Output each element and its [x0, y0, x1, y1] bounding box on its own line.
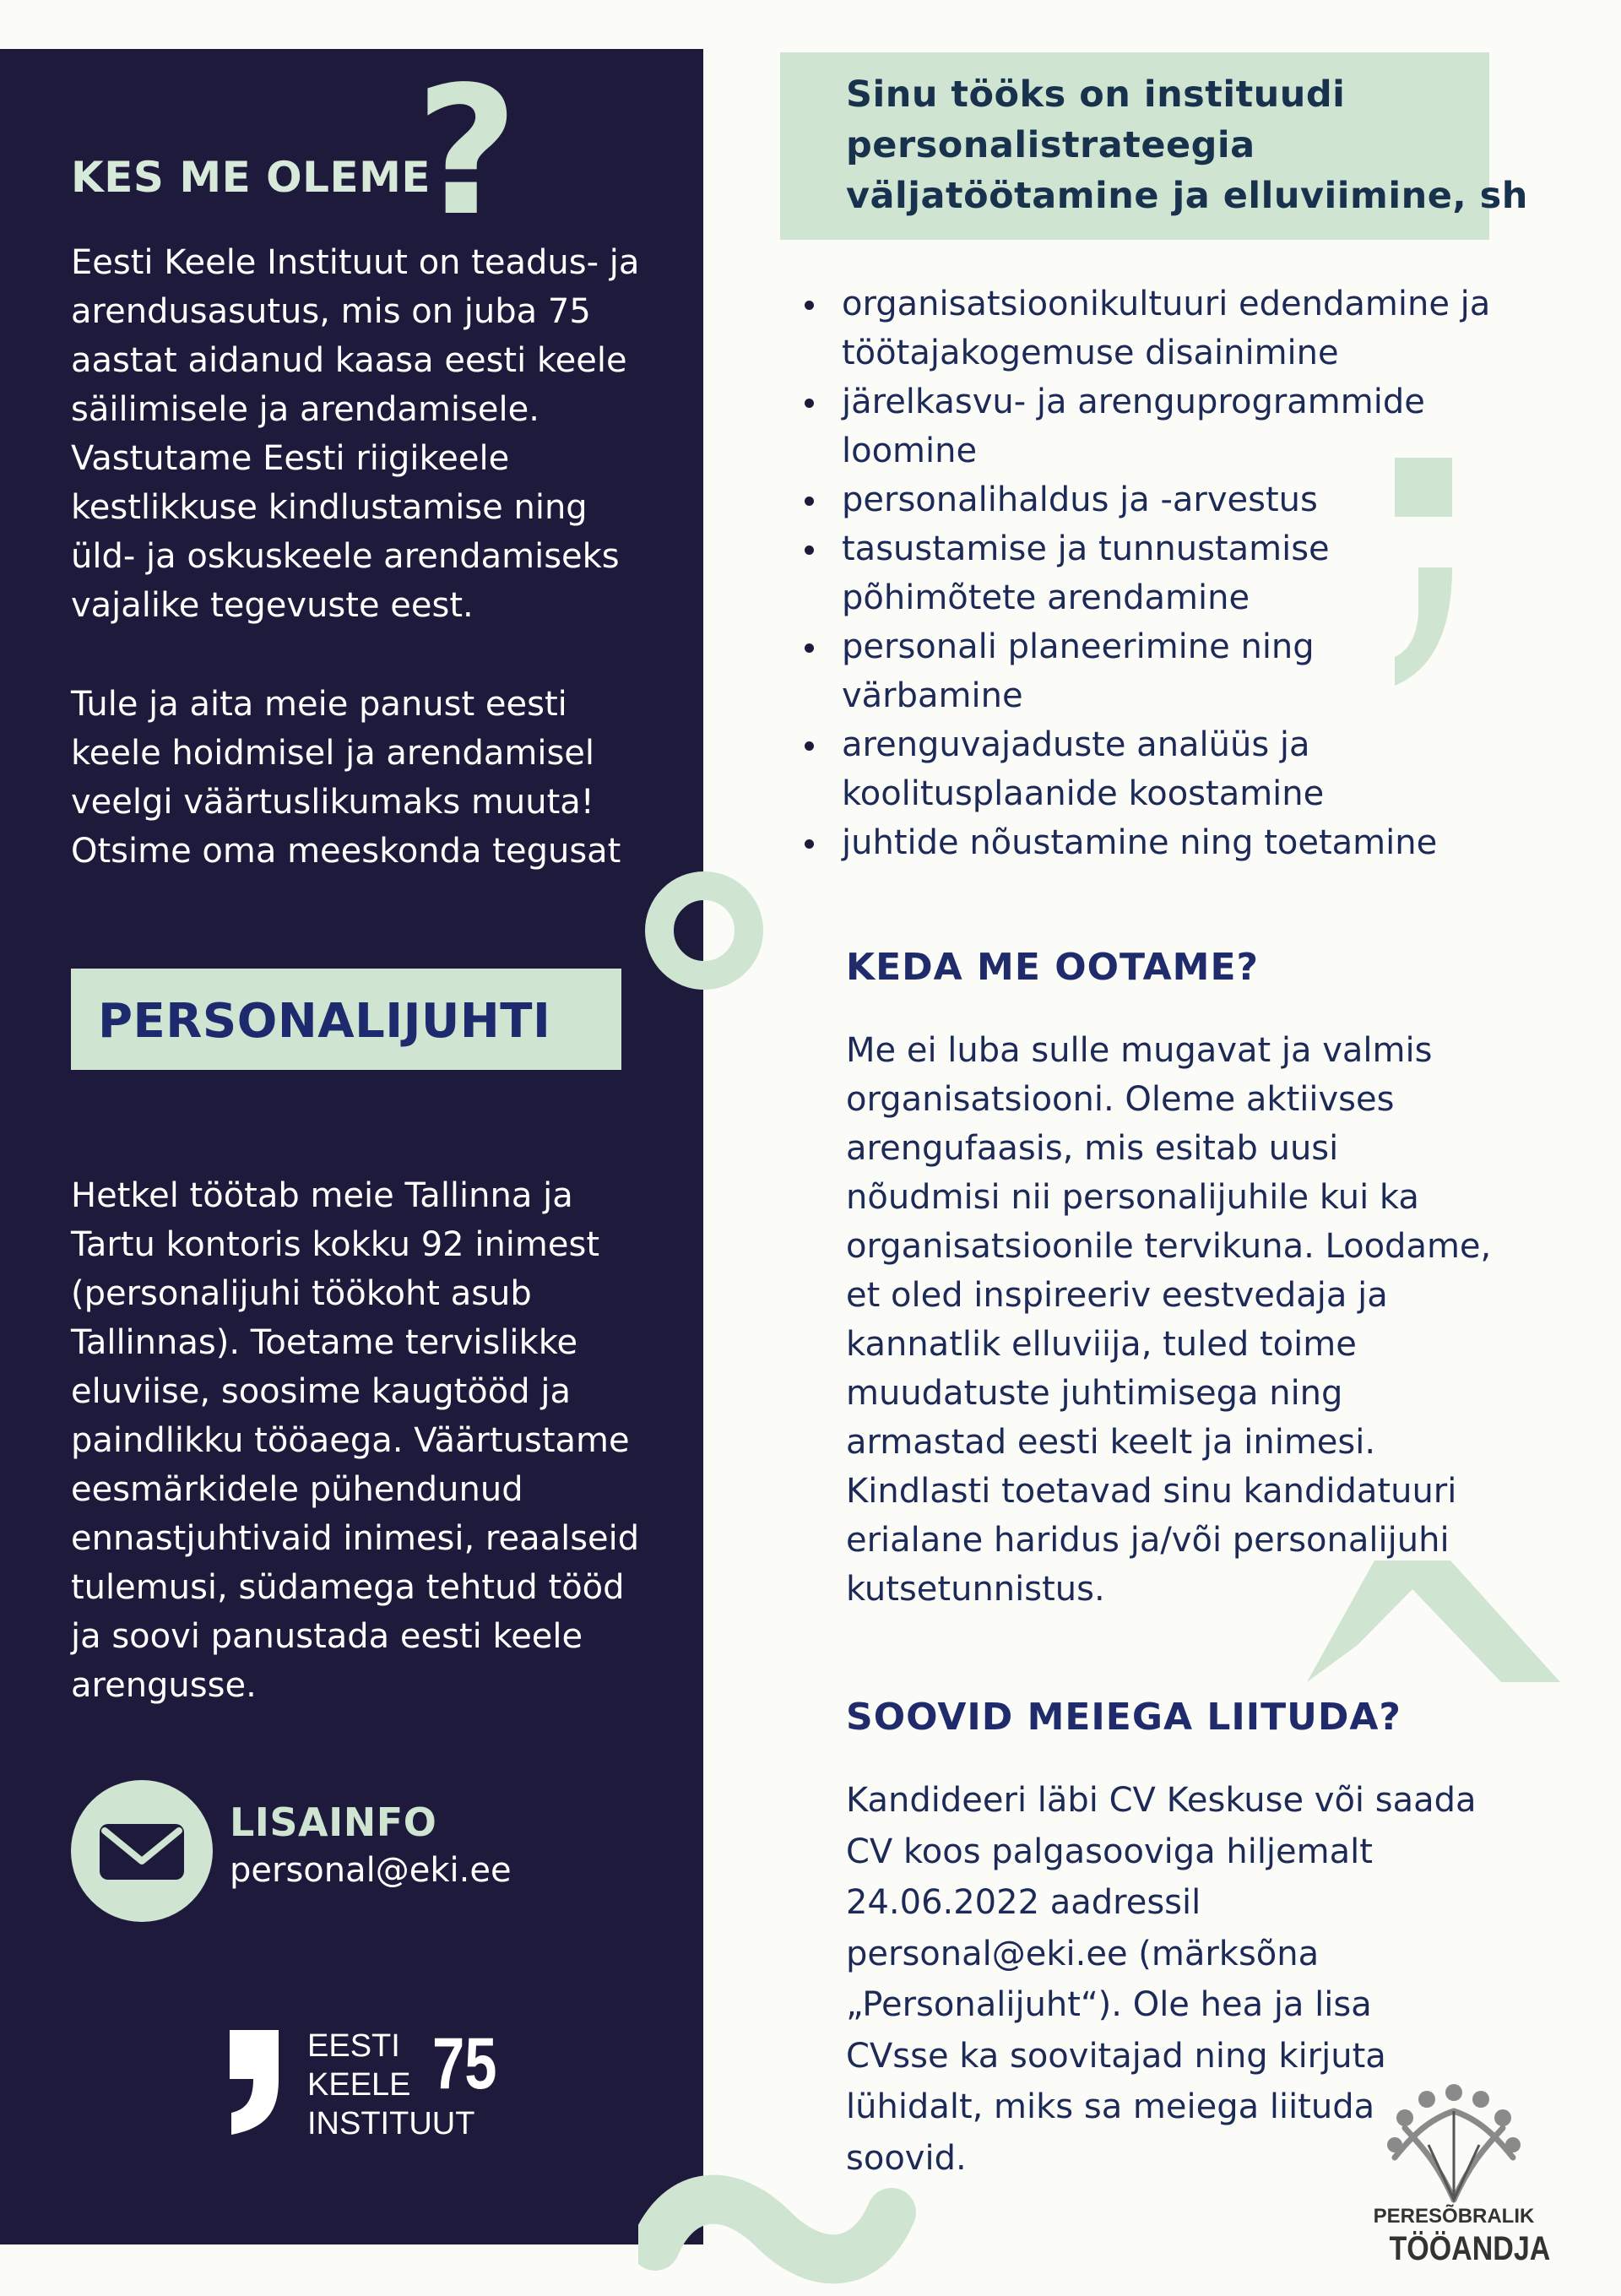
text-line: töötajakogemuse disainimine — [842, 334, 1339, 372]
text-line: organisatsiooni. Oleme aktiivses — [846, 1080, 1395, 1119]
list-item — [789, 475, 1549, 524]
logo-line-3: INSTITUUT — [307, 2106, 475, 2141]
text-line: tulemusi, südamega tehtud tööd — [71, 1568, 625, 1607]
text-line: personal@eki.ee (märksõna — [846, 1934, 1320, 1973]
text-line: aastat aidanud kaasa eesti keele — [71, 341, 627, 380]
text-line: loomine — [842, 432, 978, 470]
text-line: erialane haridus ja/või personalijuhi — [846, 1521, 1450, 1560]
text-line: 24.06.2022 aadressil — [846, 1883, 1201, 1922]
text-line: organisatsioonikultuuri edendamine ja — [842, 285, 1491, 323]
text-line: „Personalijuht“). Ole hea ja lisa — [846, 1985, 1372, 2024]
text-line: Tule ja aita meie panust eesti — [71, 685, 567, 724]
text-line: säilimisele ja arendamisele. — [71, 390, 539, 429]
text-line: Eesti Keele Instituut on teadus- ja — [71, 243, 640, 282]
expect-paragraph — [846, 1026, 1491, 1614]
text-line: arengusse. — [71, 1666, 257, 1705]
text-line: värbamine — [842, 676, 1023, 715]
logo-line-1: EESTI — [307, 2028, 400, 2064]
text-line: keele hoidmisel ja arendamisel — [71, 734, 594, 773]
text-line: eluviise, soosime kaugtööd ja — [71, 1372, 571, 1411]
mail-icon-circle — [71, 1780, 213, 1922]
task-heading — [846, 69, 1528, 221]
list-item — [789, 622, 1549, 720]
text-line: Vastutame Eesti riigikeele — [71, 439, 510, 478]
text-line: armastad eesti keelt ja inimesi. — [846, 1423, 1376, 1462]
logo-line-2: KEELE — [307, 2067, 411, 2103]
list-item — [789, 720, 1549, 818]
contact-email[interactable]: personal@eki.ee — [230, 1851, 512, 1890]
text-line: Kindlasti toetavad sinu kandidatuuri — [846, 1472, 1457, 1511]
text-line: kestlikkuse kindlustamise ning — [71, 488, 588, 527]
text-line: koolitusplaanide koostamine — [842, 774, 1325, 813]
who-paragraph — [71, 238, 639, 630]
text-line: kannatlik elluviija, tuled toime — [846, 1325, 1357, 1364]
question-mark-decoration: ? — [415, 48, 519, 255]
text-line: Me ei luba sulle mugavat ja valmis — [846, 1031, 1433, 1070]
text-line: ja soovi panustada eesti keele — [71, 1617, 583, 1656]
text-line: kutsetunnistus. — [846, 1570, 1105, 1609]
position-title: PERSONALIJUHTI — [98, 994, 551, 1049]
duties-list — [789, 280, 1549, 867]
text-line: põhimõtete arendamine — [842, 578, 1250, 617]
text-line: järelkasvu- ja arenguprogrammide — [842, 383, 1425, 421]
text-line: et oled inspireeriv eestvedaja ja — [846, 1276, 1388, 1315]
text-line: üld- ja oskuskeele arendamiseks — [71, 537, 620, 576]
text-line: nõudmisi nii personalijuhile kui ka — [846, 1178, 1419, 1217]
text-line: väljatöötamine ja elluviimine, sh — [846, 175, 1528, 217]
text-line: Tallinnas). Toetame tervislikke — [71, 1323, 578, 1362]
text-line: personalistrateegia — [846, 124, 1255, 166]
text-line: muudatuste juhtimisega ning — [846, 1374, 1343, 1413]
text-line: vajalike tegevuste eest. — [71, 586, 474, 625]
text-line: paindlikku tööaega. Väärtustame — [71, 1421, 630, 1460]
text-line: Sinu tööks on instituudi — [846, 73, 1346, 116]
text-line: (personalijuhi töökoht asub — [71, 1274, 532, 1313]
text-line: juhtide nõustamine ning toetamine — [842, 823, 1438, 862]
text-line: soovid. — [846, 2138, 967, 2178]
text-line: Kandideeri läbi CV Keskuse või saada — [846, 1781, 1477, 1820]
list-item — [789, 280, 1549, 377]
expect-heading: KEDA ME OOTAME? — [846, 946, 1260, 989]
text-line: organisatsioonile tervikuna. Loodame, — [846, 1227, 1492, 1266]
text-line: ennastjuhtivaid inimesi, reaalseid — [71, 1519, 640, 1558]
text-line: CV koos palgasooviga hiljemalt — [846, 1832, 1373, 1871]
eki-logo — [225, 2023, 512, 2145]
text-line: CVsse ka soovitajad ning kirjuta — [846, 2036, 1386, 2076]
office-paragraph — [71, 1171, 639, 1710]
envelope-icon — [71, 1780, 213, 1922]
ring-decoration — [645, 871, 763, 990]
logo-number: 75 — [432, 2023, 497, 2104]
badge-line-1: PERESÕBRALIK — [1373, 2205, 1535, 2228]
list-item — [789, 524, 1549, 622]
text-line: tasustamise ja tunnustamise — [842, 529, 1330, 568]
text-line: personali planeerimine ning — [842, 627, 1315, 666]
text-line: personalihaldus ja -arvestus — [842, 480, 1318, 519]
text-line: Otsime oma meeskonda tegusat — [71, 832, 621, 871]
join-paragraph — [71, 680, 621, 876]
text-line: arenguvajaduste analüüs ja — [842, 725, 1310, 764]
text-line: lühidalt, miks sa meiega liituda — [846, 2087, 1375, 2126]
text-line: eesmärkidele pühendunud — [71, 1470, 523, 1509]
text-line: veelgi väärtuslikumaks muuta! — [71, 783, 594, 822]
list-item — [789, 377, 1549, 475]
apply-heading: SOOVID MEIEGA LIITUDA? — [846, 1696, 1401, 1739]
contact-heading: LISAINFO — [230, 1799, 437, 1845]
family-friendly-badge — [1373, 2077, 1551, 2272]
who-heading: KES ME OLEME — [71, 153, 431, 202]
text-line: Tartu kontoris kokku 92 inimest — [71, 1225, 600, 1264]
badge-line-2: TÖÖANDJA — [1389, 2230, 1551, 2267]
comma-logo-icon — [225, 2027, 284, 2136]
list-item — [789, 818, 1549, 867]
family-tree-icon — [1378, 2077, 1530, 2204]
text-line: arendusasutus, mis on juba 75 — [71, 292, 591, 331]
text-line: Hetkel töötab meie Tallinna ja — [71, 1176, 573, 1215]
text-line: arengufaasis, mis esitab uusi — [846, 1129, 1339, 1168]
